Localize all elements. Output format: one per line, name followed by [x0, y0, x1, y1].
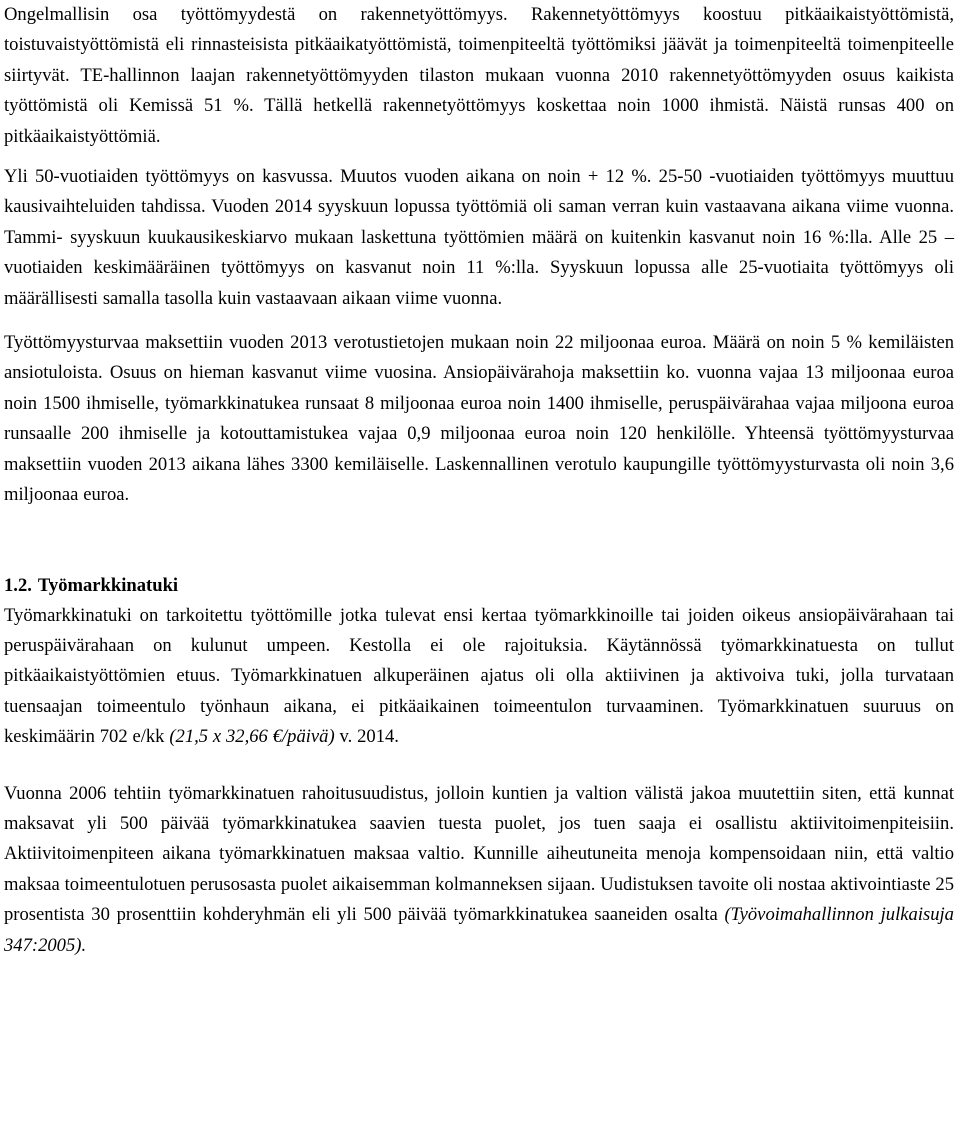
paragraph-labour-market-subsidy: [4, 601, 954, 753]
paragraph-text: Vuonna 2006 tehtiin työmarkkinatuen rahoitusuudistus, jolloin kuntien ja valtion välistä jakoa muutettiin siten, että kunnat maksavat yli 500 päivää työmarkkinatukea saavien tuesta puolet, jos tuen saaja ei osallistu aktiivitoimenpiteisiin. Aktiivitoimenpiteen aikana työmarkkinatuen maksaa valtio. Kunnille aiheutuneita menoja kompensoidaan niin, että valtio maksaa toimeentulotuen perusosasta puolet aikaisemman kolmanneksen sijaan. Uudistuksen tavoite oli nostaa aktivointiaste 25 prosentista 30 prosenttiin kohderyhmän eli yli 500 päivää työmarkkinatukea saaneiden osalta: [4, 782, 954, 926]
section-number: 1.2.: [4, 574, 32, 596]
paragraph-funding-reform: [4, 779, 954, 961]
section-heading: [4, 571, 954, 601]
citation: (Työvoimahallinnon julkaisuja 347:2005).: [4, 904, 954, 956]
calculation-note: (21,5 x 32,66 €/päivä): [169, 726, 335, 748]
paragraph-age-groups: Yli 50-vuotiaiden työttömyys on kasvussa. Muutos vuoden aikana on noin + 12 %. 25-50 -vuotiaiden työttömyys muuttuu kausivaihteluiden tahdissa. Vuoden 2014 syyskuun lopussa työttömiä oli saman verran kuin vastaavana aikana viime vuonna. Tammi- syyskuun kuukausikeskiarvo mukaan laskettuna työttömien määrä on kuitenkin kasvanut noin 16 %:lla. Alle 25 –vuotiaiden keskimääräinen työttömyys on kasvanut noin 11 %:lla. Syyskuun lopussa alle 25-vuotiaita työttömyys oli määrällisesti samalla tasolla kuin vastaavaan aikaan viime vuonna.: [4, 166, 954, 309]
document-page: [4, 0, 954, 961]
paragraph-structural-unemployment: Ongelmallisin osa työttömyydestä on rakennetyöttömyys. Rakennetyöttömyys koostuu pitkäaikaistyöttömistä, toistuvaistyöttömistä eli rinnasteisista pitkäaikatyöttömistä, toimenpiteeltä työttömiksi jäävät ja toimenpiteeltä toimenpiteelle siirtyvät. TE-hallinnon laajan rakennetyöttömyyden tilaston mukaan vuonna 2010 rakennetyöttömyyden osuus kaikista työttömistä oli Kemissä 51 %. Tällä hetkellä rakennetyöttömyys koskettaa noin 1000 ihmistä. Näistä runsas 400 on pitkäaikaistyöttömiä.: [4, 4, 954, 147]
section-title: Työmarkkinatuki: [37, 574, 179, 596]
paragraph-text: Työmarkkinatuki on tarkoitettu työttömille jotka tulevat ensi kertaa työmarkkinoille tai joiden oikeus ansiopäivärahaan tai peruspäivärahaan on kulunut umpeen. Kestolla ei ole rajoituksia. Käytännössä työmarkkinatuesta on tullut pitkäaikaistyöttömien etuus. Työmarkkinatuen alkuperäinen ajatus oli olla aktiivinen ja aktivoiva tuki, jolla turvataan tuensaajan toimeentulo työnhaun aikana, ei pitkäaikainen toimeentulon turvaaminen. Työmarkkinatuen suuruus on keskimäärin 702 e/kk: [4, 604, 954, 748]
paragraph-text-end: v. 2014.: [334, 726, 399, 748]
paragraph-unemployment-benefits: Työttömyysturvaa maksettiin vuoden 2013 verotustietojen mukaan noin 22 miljoonaa euroa. Määrä on noin 5 % kemiläisten ansiotuloista. Osuus on hieman kasvanut viime vuosina. Ansiopäivärahoja maksettiin ko. vuonna vajaa 13 miljoonaa euroa noin 1500 ihmiselle, työmarkkinatukea runsaat 8 miljoonaa euroa noin 1400 ihmiselle, peruspäivärahaa vajaa miljoona euroa runsaalle 200 ihmiselle ja kotouttamistukea vajaa 0,9 miljoonaa euroa noin 120 henkilölle. Yhteensä työttömyysturvaa maksettiin vuoden 2013 aikana lähes 3300 kemiläiselle. Laskennallinen verotulo kaupungille työttömyysturvasta oli noin 3,6 miljoonaa euroa.: [4, 332, 954, 506]
